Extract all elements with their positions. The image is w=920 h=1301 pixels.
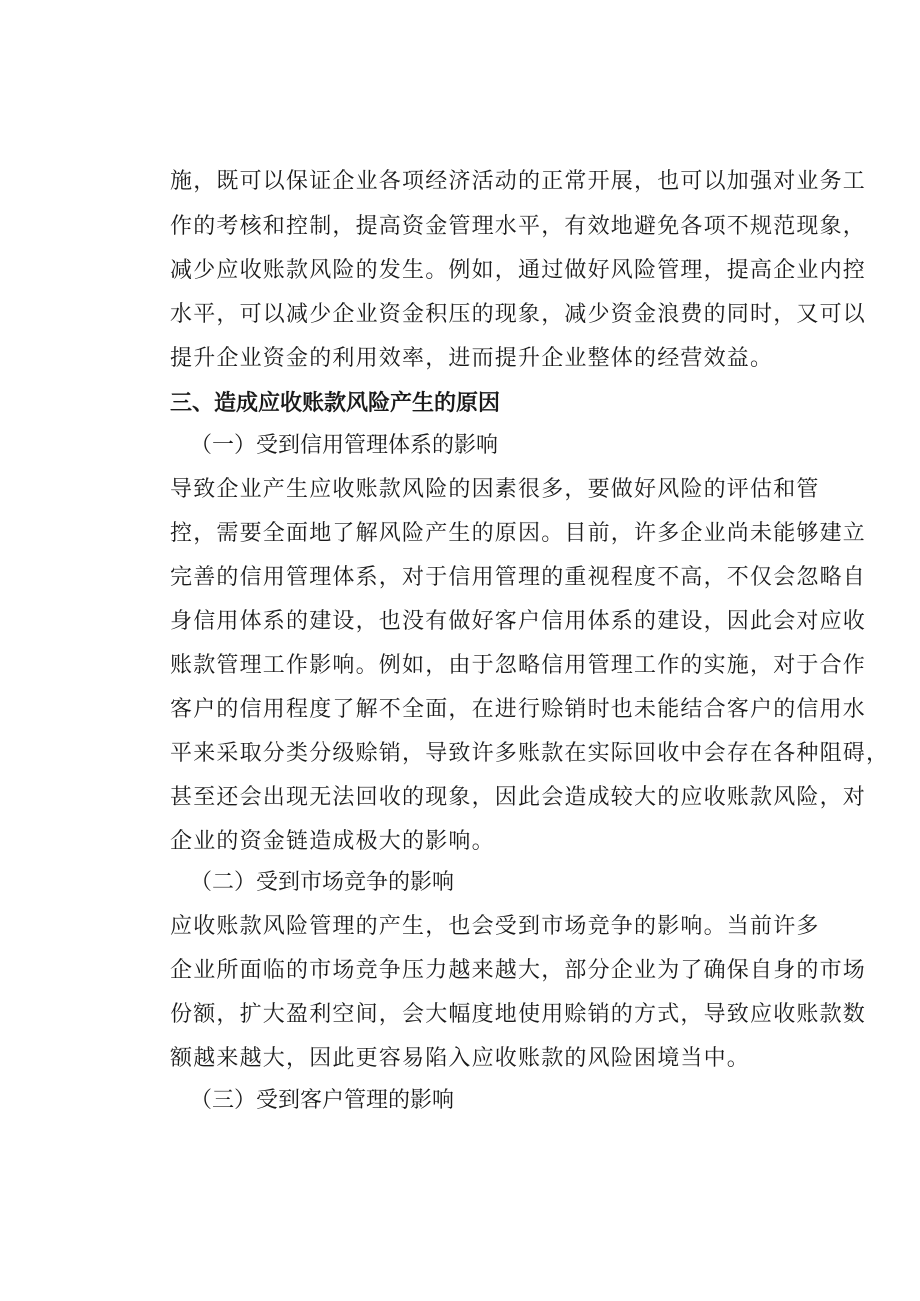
paragraph-line: 企业所面临的市场竞争压力越来越大，部分企业为了确保自身的市场 [170,958,867,983]
paragraph-line: 额越来越大，因此更容易陷入应收账款的风险困境当中。 [170,1046,751,1071]
paragraph-line: 施，既可以保证企业各项经济活动的正常开展，也可以加强对业务工 [170,169,867,194]
paragraph-line: 作的考核和控制，提高资金管理水平，有效地避免各项不规范现象， [170,214,867,239]
section-heading: 三、造成应收账款风险产生的原因 [170,391,501,416]
paragraph-line: 水平，可以减少企业资金积压的现象，减少资金浪费的同时，又可以 [170,302,867,327]
paragraph-line: 控，需要全面地了解风险产生的原因。目前，许多企业尚未能够建立 [170,521,867,546]
paragraph-line: 身信用体系的建设，也没有做好客户信用体系的建设，因此会对应收 [170,609,867,634]
paragraph-line: 企业的资金链造成极大的影响。 [170,829,495,854]
paragraph-line: 导致企业产生应收账款风险的因素很多，要做好风险的评估和管 [170,477,820,502]
paragraph-line: 完善的信用管理体系，对于信用管理的重视程度不高，不仅会忽略自 [170,565,867,590]
subheading-customer-management: （三）受到客户管理的影响 [190,1088,455,1113]
paragraph-line: 客户的信用程度了解不全面，在进行赊销时也未能结合客户的信用水 [170,697,867,722]
paragraph-line: 平来采取分类分级赊销，导致许多账款在实际回收中会存在各种阻碍， [170,741,890,766]
paragraph-line: 份额，扩大盈利空间，会大幅度地使用赊销的方式，导致应收账款数 [170,1002,867,1027]
paragraph-line: 账款管理工作影响。例如，由于忽略信用管理工作的实施，对于合作 [170,653,867,678]
paragraph-line: 应收账款风险管理的产生，也会受到市场竞争的影响。当前许多 [170,914,820,939]
paragraph-line: 甚至还会出现无法回收的现象，因此会造成较大的应收账款风险，对 [170,785,867,810]
paragraph-line: 减少应收账款风险的发生。例如，通过做好风险管理，提高企业内控 [170,258,867,283]
paragraph-line: 提升企业资金的利用效率，进而提升企业整体的经营效益。 [170,346,774,371]
subheading-market-competition: （二）受到市场竞争的影响 [190,870,455,895]
subheading-credit-management: （一）受到信用管理体系的影响 [190,433,499,458]
